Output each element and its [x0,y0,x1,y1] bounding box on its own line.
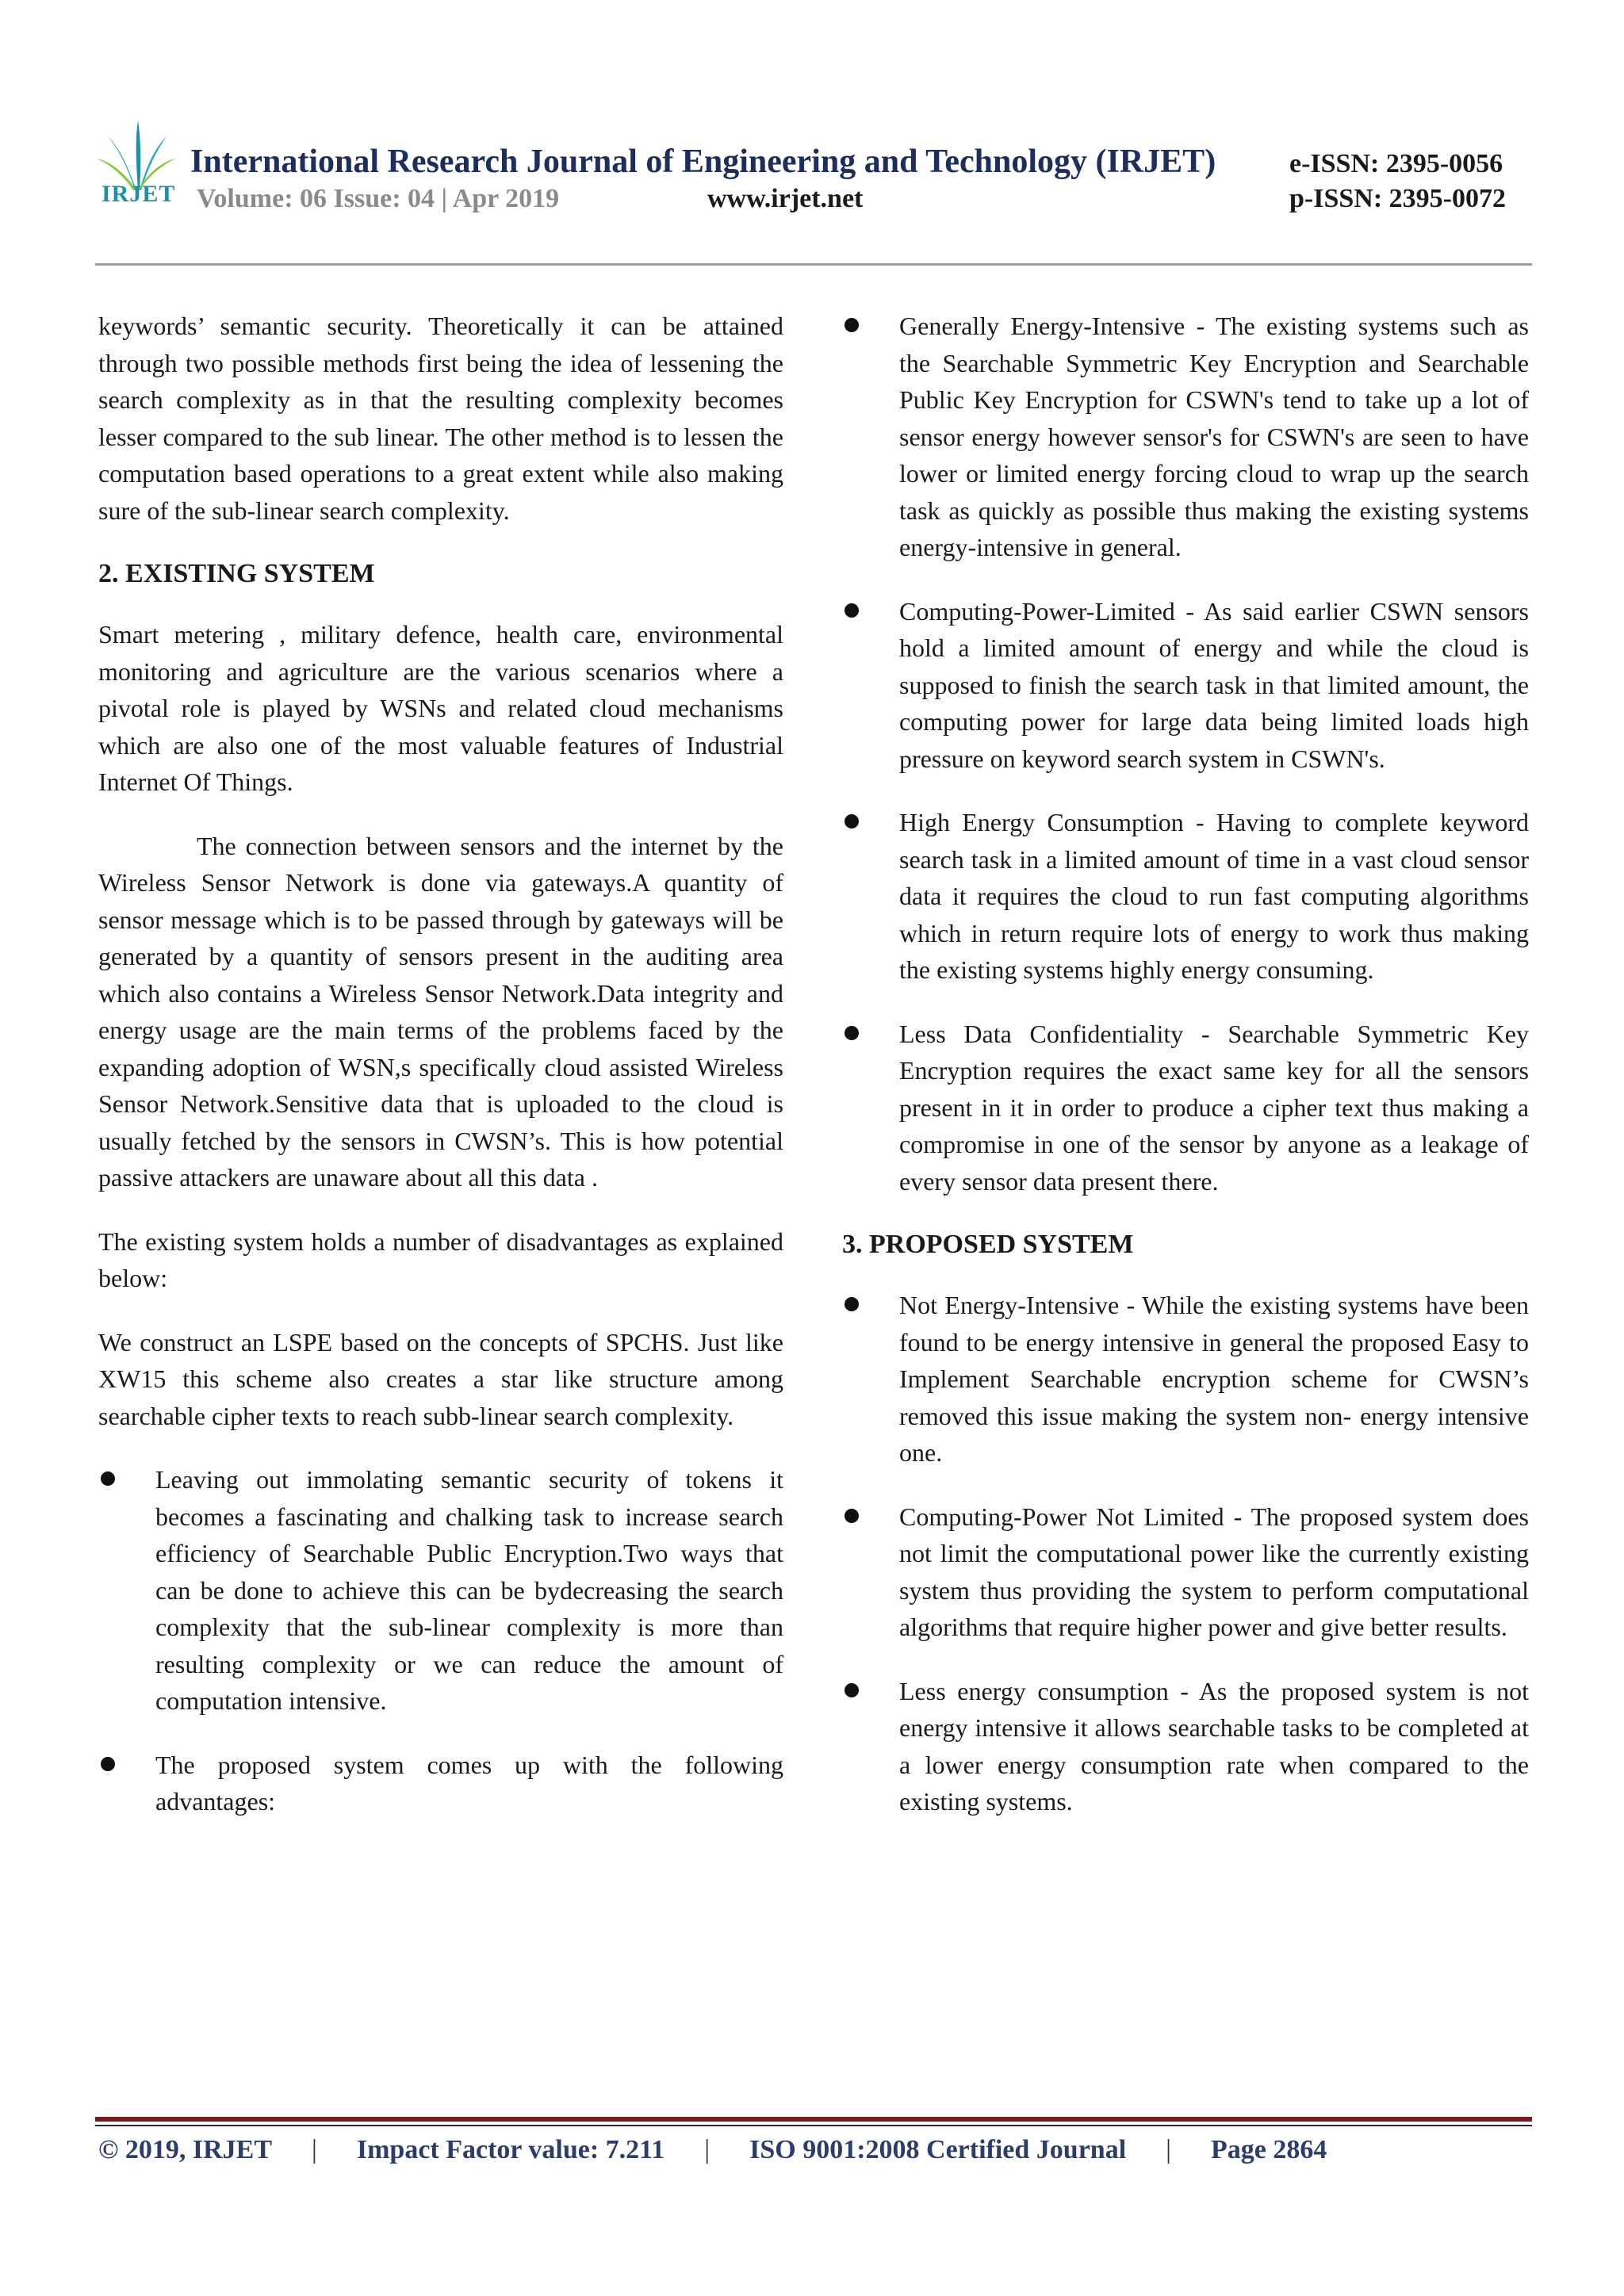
bullet-icon [845,318,859,332]
bullet-icon [845,1297,859,1311]
footer-copyright: © 2019, IRJET [98,2135,273,2164]
paragraph: We construct an LSPE based on the concepts of SPCHS. Just like XW15 this scheme also creates a star like structure among searchable cipher texts to reach subb-linear search complexity. [98,1327,783,1430]
list-item-text: The proposed system comes up with the following advantages: [155,1750,783,1816]
footer-separator: | [704,2135,710,2164]
journal-volume: Volume: 06 Issue: 04 | Apr 2019 [197,184,560,213]
right-column [842,308,1529,1847]
e-issn: e-ISSN: 2395-0056 [1289,149,1503,178]
logo-text: IRJET [102,181,176,207]
list-item [98,1747,783,1820]
bullet-icon [845,1509,859,1523]
bullet-list-disadvantages [842,308,1529,1200]
left-column [98,308,783,1847]
list-item [842,308,1529,566]
list-item [842,1498,1529,1646]
list-item [842,804,1529,989]
footer-iso: ISO 9001:2008 Certified Journal [749,2135,1127,2164]
list-item [98,1461,783,1720]
section-heading-proposed-system: 3. PROPOSED SYSTEM [842,1230,1134,1259]
footer-page-number: Page 2864 [1210,2135,1327,2164]
list-item-text: Computing-Power-Limited - As said earlier CSWN sensors hold a limited amount of energy and while the cloud is supposed to finish the search task in that limited amount, the computing power for large data being limited loads high pressure on keyword search system in CSWN's. [899,596,1529,773]
bullet-list [98,1461,783,1820]
list-item [842,593,1529,778]
paragraph: The existing system holds a number of disadvantages as explained below: [98,1226,783,1292]
journal-website[interactable]: www.irjet.net [707,184,864,213]
footer-impact-factor: Impact Factor value: 7.211 [356,2135,665,2164]
bullet-icon [101,1757,115,1771]
paragraph: Smart metering , military defence, health care, environmental monitoring and agriculture are the various scenarios where a pivotal role is played by WSNs and related cloud mechanisms which are also one of the most valuable features of Industrial Internet Of Things. [98,620,783,796]
list-item [842,1673,1529,1820]
header-divider [95,263,1532,266]
list-item-text: Not Energy-Intensive - While the existing systems have been found to be energy intensive in general the proposed Easy to Implement Searchable encryption scheme for CWSN’s removed this issue making the system non- energy intensive one. [899,1291,1529,1467]
footer-divider-thin [95,2125,1532,2126]
list-item-text: Leaving out immolating semantic security of tokens it becomes a fascinating and chalking task to increase search efficiency of Searchable Public Encryption.Two ways that can be done to achieve this can be bydecreasing the search complexity that the sub-linear complexity is more than resulting complexity or we can reduce the amount of computation intensive. [155,1465,783,1715]
intro-paragraph: keywords’ semantic security. Theoretically it can be attained through two possible methods first being the idea of lessening the search complexity as in that the resulting complexity becomes lesser compared to the sub linear. The other method is to lessen the computation based operations to a great extent while also making sure of the sub-linear search complexity. [98,312,783,525]
footer-separator: | [1166,2135,1171,2164]
list-item-text: Less energy consumption - As the proposed system is not energy intensive it allows searchable tasks to be completed at a lower energy consumption rate when compared to the existing systems. [899,1676,1529,1816]
list-item-text: Computing-Power Not Limited - The proposed system does not limit the computational power like the currently existing system thus providing the system to perform computational algorithms that require higher power and give better results. [899,1502,1529,1641]
p-issn: p-ISSN: 2395-0072 [1289,184,1506,213]
bullet-list-advantages [842,1287,1529,1820]
footer-separator: | [312,2135,317,2164]
list-item [842,1016,1529,1200]
page-footer [98,2135,1327,2165]
list-item-text: Generally Energy-Intensive - The existing systems such as the Searchable Symmetric Key Encryption and Searchable Public Key Encryption for CSWN's tend to take up a lot of sensor energy however sensor's for CSWN's are seen to have lower or limited energy forcing cloud to wrap up the search task as quickly as possible thus making the existing systems energy-intensive in general. [899,312,1529,561]
bullet-icon [845,1026,859,1040]
list-item-text: Less Data Confidentiality - Searchable Symmetric Key Encryption requires the exact same key for all the sensors present in it in order to produce a cipher text thus making a compromise in one of the sensor by anyone as a leakage of every sensor data present there. [899,1019,1529,1196]
bullet-icon [101,1471,115,1486]
journal-title: International Research Journal of Engineering and Technology (IRJET) [190,144,1216,180]
page-header [0,0,1624,270]
bullet-icon [845,1683,859,1697]
list-item [842,1287,1529,1471]
paragraph: The connection between sensors and the internet by the Wireless Sensor Network is done via gateways.A quantity of sensor message which is to be passed through by gateways will be generated by a quantity of sensors present in the auditing area which also contains a Wireless Sensor Network.Data integrity and energy usage are the main terms of the problems faced by the expanding adoption of WSN,s specifically cloud assisted Wireless Sensor Network.Sensitive data that is uploaded to the cloud is usually fetched by the sensors in CWSN’s. This is how potential passive attackers are unaware about all this data . [98,831,783,1192]
bullet-icon [845,814,859,828]
section-heading-existing-system: 2. EXISTING SYSTEM [98,559,375,588]
list-item-text: High Energy Consumption - Having to complete keyword search task in a limited amount of time in a vast cloud sensor data it requires the cloud to run fast computing algorithms which in return require lots of energy to work thus making the existing systems highly energy consuming. [899,808,1529,984]
footer-divider [95,2117,1532,2122]
bullet-icon [845,603,859,618]
